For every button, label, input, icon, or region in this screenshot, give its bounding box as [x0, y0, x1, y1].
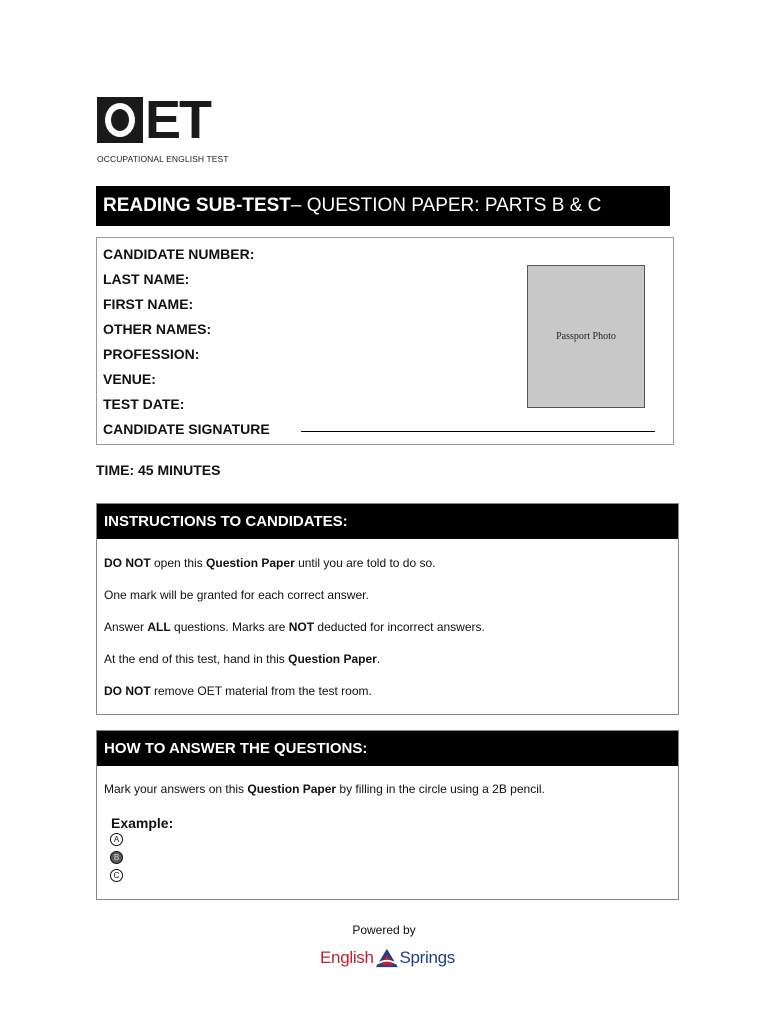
answer-bubble-c[interactable]: C	[110, 869, 123, 882]
how-text: Mark your answers on this	[104, 782, 248, 796]
instructions-section	[96, 503, 679, 715]
english-springs-logo	[320, 940, 455, 976]
instruction-text: .	[376, 652, 381, 666]
instruction-text: One mark will be granted for each correct answer.	[104, 588, 369, 602]
instructions-header: INSTRUCTIONS TO CANDIDATES:	[97, 504, 678, 539]
venue-label: VENUE:	[103, 371, 156, 387]
how-to-answer-section	[96, 730, 679, 900]
last-name-label: LAST NAME:	[103, 271, 190, 287]
example-label: Example:	[111, 815, 174, 831]
brand-name-right: Springs	[399, 948, 455, 967]
instruction-text: open this	[150, 556, 207, 570]
profession-label: PROFESSION:	[103, 346, 200, 362]
passport-photo-label: Passport Photo	[556, 331, 616, 342]
instruction-line	[104, 684, 372, 698]
powered-by-label: Powered by	[352, 923, 416, 937]
springs-peak-icon	[375, 946, 399, 970]
oet-logo	[97, 90, 247, 164]
passport-photo-box	[527, 265, 645, 408]
instruction-line	[104, 556, 436, 570]
instruction-text: remove OET material from the test room.	[150, 684, 372, 698]
oet-logo-tagline: OCCUPATIONAL ENGLISH TEST	[97, 154, 229, 164]
instruction-text: Answer	[104, 620, 148, 634]
instruction-text: deducted for incorrect answers.	[314, 620, 485, 634]
candidate-details-box	[96, 237, 674, 445]
candidate-number-label: CANDIDATE NUMBER:	[103, 246, 255, 262]
answer-bubble-a[interactable]: A	[110, 833, 123, 846]
signature-line[interactable]	[301, 431, 655, 432]
answer-bubble-b[interactable]: B	[110, 851, 123, 864]
time-limit: TIME: 45 MINUTES	[96, 462, 221, 478]
test-date-label: TEST DATE:	[103, 396, 185, 412]
instruction-text: until you are told to do so.	[294, 556, 436, 570]
instruction-line	[104, 652, 380, 666]
instruction-emphasis: ALL	[147, 620, 171, 634]
brand-name-left: English	[320, 948, 374, 967]
oet-logo-letters: ET	[145, 90, 211, 150]
instruction-line	[104, 588, 369, 602]
instruction-text: questions. Marks are	[170, 620, 289, 634]
instruction-text: At the end of this test, hand in this	[104, 652, 289, 666]
how-to-answer-header: HOW TO ANSWER THE QUESTIONS:	[97, 731, 678, 766]
other-names-label: OTHER NAMES:	[103, 321, 212, 337]
instruction-emphasis: DO NOT	[104, 684, 151, 698]
how-text: by filling in the circle using a 2B pencil.	[336, 782, 545, 796]
instruction-emphasis: Question Paper	[206, 556, 295, 570]
instruction-emphasis: DO NOT	[104, 556, 151, 570]
instruction-emphasis: Question Paper	[288, 652, 377, 666]
candidate-signature-label: CANDIDATE SIGNATURE	[103, 421, 270, 437]
paper-title-bold: READING SUB-TEST	[103, 195, 291, 216]
how-emphasis: Question Paper	[247, 782, 337, 796]
how-to-answer-line	[104, 782, 545, 796]
instruction-line	[104, 620, 485, 634]
paper-title-rest: – QUESTION PAPER: PARTS B & C	[290, 195, 602, 216]
first-name-label: FIRST NAME:	[103, 296, 194, 312]
paper-title-bar	[96, 186, 670, 226]
instruction-emphasis: NOT	[288, 620, 315, 634]
oet-logo-o-mark	[97, 97, 143, 143]
